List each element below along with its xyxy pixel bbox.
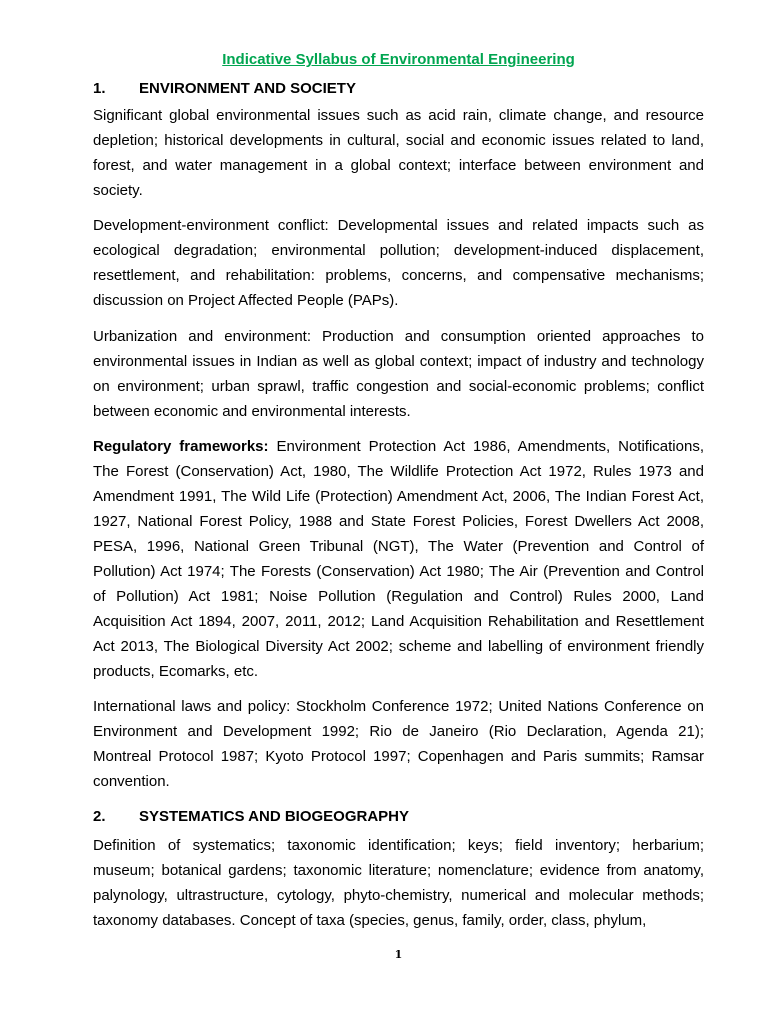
- section-number: 2.: [93, 808, 106, 825]
- paragraph: [93, 434, 704, 684]
- paragraph: Definition of systematics; taxonomic identification; keys; field inventory; herbarium; museum; botanical gardens; taxonomic literature; nomenclature; evidence from anatomy, palynology, ultrastructure, cytology, phyto-chemistry, numerical and molecular methods; taxonomy databases. Concept of taxa (species, genus, family, order, class, phylum,: [93, 837, 704, 929]
- paragraph: Significant global environmental issues such as acid rain, climate change, and resource depletion; historical developments in cultural, social and economic issues related to land, forest, and water management in a global context; interface between environment and society.: [93, 107, 704, 199]
- section-heading: [93, 80, 704, 98]
- paragraph: Development-environment conflict: Developmental issues and related impacts such as ecological degradation; environmental pollution; development-induced displacement, resettlement, and rehabilitation: problems, concerns, and compensative mechanisms; discussion on Project Affected People (PAPs).: [93, 217, 704, 309]
- section-heading: [93, 808, 704, 826]
- paragraph-text: Environment Protection Act 1986, Amendments, Notifications, The Forest (Conservation) Act, 1980, The Wildlife Protection Act 1972, Rules 1973 and Amendment 1991, The Wild Life (Protection) Amendment Act, 2006, The Indian Forest Act, 1927, National Forest Policy, 1988 and State Forest Policies, Forest Dwellers Act 2008, PESA, 1996, National Green Tribunal (NGT), The Water (Prevention and Control of Pollution) Act 1974; The Forests (Conservation) Act 1980; The Air (Prevention and Control of Pollution) Act 1981; Noise Pollution (Regulation and Control) Rules 2000, Land Acquisition Act 1894, 2007, 2011, 2012; Land Acquisition Rehabilitation and Resettlement Act 2013, The Biological Diversity Act 2002; scheme and labelling of environment friendly products, Ecomarks, etc.: [93, 438, 704, 680]
- document-page: [93, 0, 704, 1024]
- section-title: SYSTEMATICS AND BIOGEOGRAPHY: [139, 808, 410, 825]
- page-number: 1: [394, 948, 403, 961]
- section-number: 1.: [93, 80, 106, 97]
- section-title: ENVIRONMENT AND SOCIETY: [139, 80, 356, 97]
- paragraph: Urbanization and environment: Production and consumption oriented approaches to environmental issues in Indian as well as global context; impact of industry and technology on environment; urban sprawl, traffic congestion and social-economic problems; conflict between economic and environmental interests.: [93, 328, 704, 420]
- paragraph: International laws and policy: Stockholm Conference 1972; United Nations Conference on Environment and Development 1992; Rio de Janeiro (Rio Declaration, Agenda 21); Montreal Protocol 1987; Kyoto Protocol 1997; Copenhagen and Paris summits; Ramsar convention.: [93, 698, 704, 790]
- document-title: Indicative Syllabus of Environmental Engineering: [222, 51, 575, 68]
- paragraph-lead: Regulatory frameworks:: [93, 438, 269, 455]
